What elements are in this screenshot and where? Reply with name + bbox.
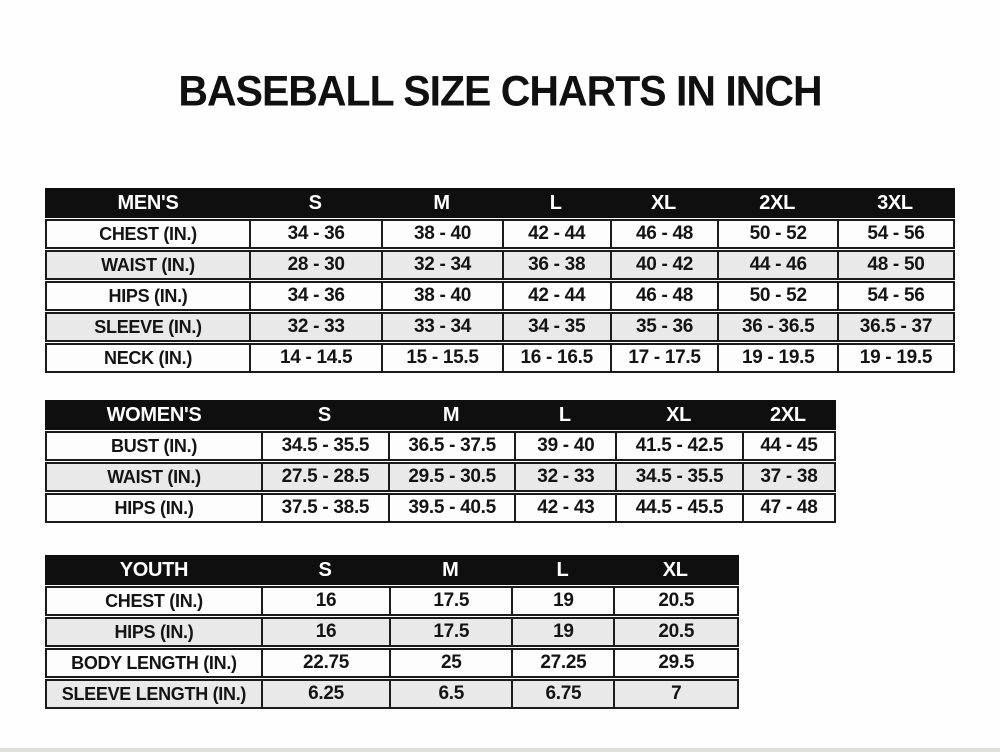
youth-row-label: CHEST (IN.) bbox=[105, 590, 203, 611]
youth-size-value: 17.5 bbox=[389, 588, 511, 614]
youth-size-value: 7 bbox=[613, 681, 737, 707]
page-title: BASEBALL SIZE CHARTS IN INCH bbox=[178, 66, 822, 116]
youth-size-value: 19 bbox=[511, 588, 613, 614]
womens-size-value: 36.5 - 37.5 bbox=[388, 433, 515, 459]
womens-size-value: 29.5 - 30.5 bbox=[388, 464, 515, 490]
mens-size-value: 34 - 36 bbox=[249, 221, 381, 247]
mens-size-value: 35 - 36 bbox=[610, 314, 718, 340]
mens-size-value: 42 - 44 bbox=[502, 283, 610, 309]
mens-size-value: 54 - 56 bbox=[837, 221, 953, 247]
mens-size-value: 32 - 33 bbox=[249, 314, 381, 340]
mens-size-value: 50 - 52 bbox=[717, 283, 837, 309]
womens-size-value: 34.5 - 35.5 bbox=[615, 464, 742, 490]
mens-row-label: WAIST (IN.) bbox=[101, 254, 195, 275]
womens-size-table bbox=[45, 400, 836, 524]
womens-size-column-header: M bbox=[442, 403, 460, 426]
youth-size-value: 20.5 bbox=[613, 619, 737, 645]
youth-header-row bbox=[45, 555, 739, 585]
mens-size-value: 48 - 50 bbox=[837, 252, 953, 278]
youth-size-value: 6.75 bbox=[511, 681, 613, 707]
mens-size-value: 16 - 16.5 bbox=[502, 345, 610, 371]
mens-size-column-header: M bbox=[433, 191, 450, 214]
mens-table-row bbox=[45, 219, 955, 249]
mens-table-title: MEN'S bbox=[117, 191, 179, 214]
youth-size-value: 16 bbox=[261, 588, 389, 614]
mens-size-column-header: L bbox=[549, 191, 562, 214]
youth-table-title: YOUTH bbox=[119, 558, 189, 581]
youth-table-row bbox=[45, 617, 739, 647]
mens-header-row bbox=[45, 188, 955, 218]
womens-table-row bbox=[45, 462, 836, 492]
mens-size-value: 33 - 34 bbox=[381, 314, 501, 340]
mens-table-row bbox=[45, 343, 955, 373]
womens-size-column-header: S bbox=[317, 403, 331, 426]
mens-size-value: 38 - 40 bbox=[381, 221, 501, 247]
mens-size-value: 19 - 19.5 bbox=[717, 345, 837, 371]
mens-size-value: 38 - 40 bbox=[381, 283, 501, 309]
womens-row-label: HIPS (IN.) bbox=[114, 497, 194, 518]
mens-row-label: SLEEVE (IN.) bbox=[94, 316, 202, 337]
mens-row-label: CHEST (IN.) bbox=[99, 223, 197, 244]
youth-size-value: 16 bbox=[261, 619, 389, 645]
mens-size-value: 15 - 15.5 bbox=[381, 345, 501, 371]
youth-row-label: HIPS (IN.) bbox=[114, 621, 194, 642]
womens-table-title: WOMEN'S bbox=[106, 403, 202, 426]
youth-row-label: BODY LENGTH (IN.) bbox=[71, 652, 237, 673]
mens-size-value: 34 - 36 bbox=[249, 283, 381, 309]
womens-size-value: 37 - 38 bbox=[742, 464, 834, 490]
youth-size-value: 29.5 bbox=[613, 650, 737, 676]
youth-size-value: 22.75 bbox=[261, 650, 389, 676]
youth-size-column-header: S bbox=[318, 558, 332, 581]
womens-size-column-header: L bbox=[558, 403, 571, 426]
mens-size-value: 17 - 17.5 bbox=[610, 345, 718, 371]
youth-table-row bbox=[45, 679, 739, 709]
womens-size-value: 34.5 - 35.5 bbox=[261, 433, 388, 459]
youth-size-value: 19 bbox=[511, 619, 613, 645]
womens-row-label: BUST (IN.) bbox=[111, 435, 198, 456]
mens-size-value: 36.5 - 37 bbox=[837, 314, 953, 340]
mens-table-row bbox=[45, 312, 955, 342]
mens-size-value: 46 - 48 bbox=[610, 221, 718, 247]
womens-size-value: 39 - 40 bbox=[514, 433, 615, 459]
womens-size-value: 37.5 - 38.5 bbox=[261, 495, 388, 521]
youth-size-column-header: L bbox=[556, 558, 569, 581]
mens-size-value: 42 - 44 bbox=[502, 221, 610, 247]
mens-size-value: 19 - 19.5 bbox=[837, 345, 953, 371]
mens-size-column-header: 3XL bbox=[877, 191, 913, 214]
womens-size-value: 44.5 - 45.5 bbox=[615, 495, 742, 521]
womens-size-column-header: 2XL bbox=[770, 403, 806, 426]
mens-size-value: 50 - 52 bbox=[717, 221, 837, 247]
mens-size-value: 34 - 35 bbox=[502, 314, 610, 340]
womens-size-value: 47 - 48 bbox=[742, 495, 834, 521]
mens-table-row bbox=[45, 281, 955, 311]
youth-size-column-header: M bbox=[442, 558, 459, 581]
womens-size-value: 39.5 - 40.5 bbox=[388, 495, 515, 521]
youth-row-label: SLEEVE LENGTH (IN.) bbox=[61, 683, 247, 704]
mens-size-value: 36 - 38 bbox=[502, 252, 610, 278]
mens-size-value: 28 - 30 bbox=[249, 252, 381, 278]
womens-size-value: 27.5 - 28.5 bbox=[261, 464, 388, 490]
mens-size-table bbox=[45, 188, 955, 374]
youth-size-value: 6.25 bbox=[261, 681, 389, 707]
youth-table-row bbox=[45, 586, 739, 616]
womens-table-row bbox=[45, 493, 836, 523]
womens-size-column-header: XL bbox=[666, 403, 692, 426]
womens-row-label: WAIST (IN.) bbox=[107, 466, 201, 487]
womens-size-value: 41.5 - 42.5 bbox=[615, 433, 742, 459]
womens-size-value: 42 - 43 bbox=[514, 495, 615, 521]
mens-size-value: 32 - 34 bbox=[381, 252, 501, 278]
mens-size-column-header: S bbox=[308, 191, 322, 214]
mens-size-value: 40 - 42 bbox=[610, 252, 718, 278]
youth-size-column-header: XL bbox=[662, 558, 688, 581]
womens-header-row bbox=[45, 400, 836, 430]
womens-size-value: 44 - 45 bbox=[742, 433, 834, 459]
youth-size-value: 6.5 bbox=[389, 681, 511, 707]
mens-size-value: 54 - 56 bbox=[837, 283, 953, 309]
youth-size-value: 25 bbox=[389, 650, 511, 676]
youth-size-value: 17.5 bbox=[389, 619, 511, 645]
youth-table-row bbox=[45, 648, 739, 678]
bottom-edge-strip bbox=[0, 748, 1000, 752]
mens-size-column-header: 2XL bbox=[759, 191, 796, 214]
mens-size-column-header: XL bbox=[651, 191, 676, 214]
youth-size-value: 27.25 bbox=[511, 650, 613, 676]
youth-size-value: 20.5 bbox=[613, 588, 737, 614]
mens-row-label: NECK (IN.) bbox=[104, 347, 193, 368]
mens-size-value: 44 - 46 bbox=[717, 252, 837, 278]
mens-size-value: 36 - 36.5 bbox=[717, 314, 837, 340]
mens-size-value: 46 - 48 bbox=[610, 283, 718, 309]
mens-row-label: HIPS (IN.) bbox=[108, 285, 188, 306]
mens-size-value: 14 - 14.5 bbox=[249, 345, 381, 371]
womens-table-row bbox=[45, 431, 836, 461]
youth-size-table bbox=[45, 555, 739, 710]
mens-table-row bbox=[45, 250, 955, 280]
womens-size-value: 32 - 33 bbox=[514, 464, 615, 490]
